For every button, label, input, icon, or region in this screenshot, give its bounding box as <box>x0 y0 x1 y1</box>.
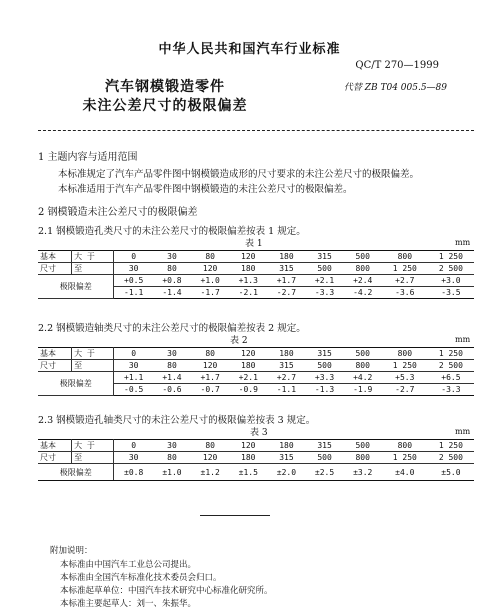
table-cell: 1 250 <box>428 348 474 360</box>
table-cell: -1.1 <box>267 384 305 396</box>
note-line: 本标准由全国汽车标准化技术委员会归口。 <box>60 573 222 583</box>
standard-category-header: 中华人民共和国汽车行业标准 <box>158 42 341 57</box>
table-cell: +4.2 <box>344 372 382 384</box>
table-1 <box>38 250 474 299</box>
table-cell: 1 250 <box>382 263 428 275</box>
table-cell: 80 <box>191 251 229 263</box>
table-cell: +1.1 <box>114 372 153 384</box>
table-cell: ±4.0 <box>382 464 428 481</box>
table-cell: 120 <box>191 360 229 372</box>
label-gt: 大 于 <box>72 440 114 452</box>
table-1-unit: mm <box>455 238 471 247</box>
label-basic: 基本 <box>38 348 72 360</box>
table-cell: 0 <box>114 348 153 360</box>
label-le: 至 <box>72 263 114 275</box>
table-cell: 120 <box>229 251 267 263</box>
table-row <box>38 440 474 452</box>
table-cell: -2.7 <box>382 384 428 396</box>
table-cell: 30 <box>153 251 191 263</box>
label-size: 尺寸 <box>38 263 72 275</box>
table-cell: ±1.0 <box>153 464 191 481</box>
label-gt: 大 于 <box>72 251 114 263</box>
table-row <box>38 348 474 360</box>
table-cell: +1.7 <box>267 275 305 287</box>
table-cell: 1 250 <box>382 452 428 464</box>
label-basic: 基本 <box>38 251 72 263</box>
table-cell: +3.3 <box>305 372 343 384</box>
table-cell: +1.3 <box>229 275 267 287</box>
table-cell: -0.7 <box>191 384 229 396</box>
document-title-line1: 汽车钢模锻造零件 <box>105 79 225 95</box>
table-cell: -1.4 <box>153 287 191 299</box>
table-cell: 180 <box>267 251 305 263</box>
table-cell: +2.1 <box>305 275 343 287</box>
table-cell: -2.7 <box>267 287 305 299</box>
table-cell: -2.1 <box>229 287 267 299</box>
label-gt: 大 于 <box>72 348 114 360</box>
table-cell: ±1.5 <box>229 464 267 481</box>
table-cell: 800 <box>382 348 428 360</box>
table-cell: +6.5 <box>428 372 474 384</box>
table-cell: 80 <box>153 452 191 464</box>
table-cell: +1.4 <box>153 372 191 384</box>
table-cell: 315 <box>267 263 305 275</box>
table-cell: 120 <box>191 452 229 464</box>
table-cell: 80 <box>191 348 229 360</box>
table-cell: 180 <box>267 348 305 360</box>
table-row <box>38 360 474 372</box>
table-cell: +2.7 <box>382 275 428 287</box>
table-cell: 30 <box>114 360 153 372</box>
table-cell: ±1.2 <box>191 464 229 481</box>
clause-2-1: 2.1 钢模锻造孔类尺寸的未注公差尺寸的极限偏差按表 1 规定。 <box>38 226 306 237</box>
table-cell: 180 <box>229 452 267 464</box>
table-cell: 315 <box>267 360 305 372</box>
table-cell: -3.3 <box>428 384 474 396</box>
header-divider <box>38 130 474 131</box>
table-3 <box>38 439 474 481</box>
table-cell: +3.0 <box>428 275 474 287</box>
table-cell: +1.7 <box>191 372 229 384</box>
table-cell: 30 <box>153 348 191 360</box>
table-row <box>38 263 474 275</box>
table-3-caption: 表 3 <box>250 428 268 438</box>
table-cell: ±2.0 <box>267 464 305 481</box>
table-cell: 1 250 <box>382 360 428 372</box>
table-cell: 800 <box>344 263 382 275</box>
label-deviation: 极限偏差 <box>38 372 114 396</box>
table-cell: 315 <box>267 452 305 464</box>
table-cell: 120 <box>229 348 267 360</box>
table-cell: 500 <box>305 360 343 372</box>
note-line: 本标准起草单位：中国汽车技术研究中心标准化研究所。 <box>60 586 273 596</box>
table-row <box>38 251 474 263</box>
notes-title: 附加说明： <box>50 546 93 556</box>
end-rule <box>200 515 270 516</box>
label-deviation: 极限偏差 <box>38 275 114 299</box>
table-cell: -0.9 <box>229 384 267 396</box>
table-cell: 500 <box>344 440 382 452</box>
table-cell: +5.3 <box>382 372 428 384</box>
table-cell: 500 <box>305 452 343 464</box>
table-cell: 500 <box>344 348 382 360</box>
table-cell: 1 250 <box>428 251 474 263</box>
table-cell: 120 <box>191 263 229 275</box>
table-cell: 1 250 <box>428 440 474 452</box>
table-cell: 500 <box>344 251 382 263</box>
section-1-heading: 1 主题内容与适用范围 <box>38 152 138 163</box>
table-cell: -1.1 <box>114 287 153 299</box>
table-cell: 30 <box>114 263 153 275</box>
table-cell: 30 <box>153 440 191 452</box>
label-le: 至 <box>72 452 114 464</box>
table-cell: +2.1 <box>229 372 267 384</box>
table-cell: 315 <box>305 348 343 360</box>
table-cell: -3.5 <box>428 287 474 299</box>
table-cell: 315 <box>305 440 343 452</box>
table-1-caption: 表 1 <box>245 239 263 249</box>
table-cell: 800 <box>344 452 382 464</box>
table-cell: 80 <box>191 440 229 452</box>
clause-2-3: 2.3 钢模锻造孔轴类尺寸的未注公差尺寸的极限偏差按表 3 规定。 <box>38 415 316 426</box>
section-1-paragraph-1: 本标准规定了汽车产品零件图中钢模锻造成形的尺寸要求的未注公差尺寸的极限偏差。 <box>58 169 420 180</box>
document-title-line2: 未注公差尺寸的极限偏差 <box>82 98 248 114</box>
table-cell: 120 <box>229 440 267 452</box>
table-cell: -0.5 <box>114 384 153 396</box>
table-cell: 80 <box>153 360 191 372</box>
table-3-unit: mm <box>455 427 471 436</box>
table-cell: +2.7 <box>267 372 305 384</box>
table-2 <box>38 347 474 396</box>
note-line: 本标准由中国汽车工业总公司提出。 <box>60 560 197 570</box>
replaces-standard: 代替 ZB T04 005.5—89 <box>343 83 447 93</box>
table-cell: +0.5 <box>114 275 153 287</box>
section-1-paragraph-2: 本标准适用于汽车产品零件图中钢模锻造的未注公差尺寸的极限偏差。 <box>58 184 353 195</box>
table-cell: -4.2 <box>344 287 382 299</box>
table-cell: +1.0 <box>191 275 229 287</box>
clause-2-2: 2.2 钢模锻造轴类尺寸的未注公差尺寸的极限偏差按表 2 规定。 <box>38 323 306 334</box>
table-cell: 30 <box>114 452 153 464</box>
note-line: 本标准主要起草人：刘一、朱振华。 <box>60 599 197 609</box>
table-cell: -1.3 <box>305 384 343 396</box>
table-cell: +0.8 <box>153 275 191 287</box>
table-row <box>38 372 474 384</box>
table-row <box>38 275 474 287</box>
table-cell: 0 <box>114 440 153 452</box>
table-cell: -1.7 <box>191 287 229 299</box>
label-le: 至 <box>72 360 114 372</box>
table-cell: 800 <box>382 251 428 263</box>
table-cell: 2 500 <box>428 263 474 275</box>
table-row <box>38 452 474 464</box>
table-cell: +2.4 <box>344 275 382 287</box>
table-cell: 180 <box>229 263 267 275</box>
section-2-heading: 2 钢模锻造未注公差尺寸的极限偏差 <box>38 207 198 218</box>
table-cell: ±2.5 <box>305 464 343 481</box>
table-cell: -0.6 <box>153 384 191 396</box>
table-cell: ±0.8 <box>114 464 153 481</box>
table-cell: ±3.2 <box>344 464 382 481</box>
table-cell: 180 <box>267 440 305 452</box>
table-row <box>38 464 474 481</box>
table-cell: 315 <box>305 251 343 263</box>
table-cell: 80 <box>153 263 191 275</box>
table-cell: -3.6 <box>382 287 428 299</box>
table-cell: -3.3 <box>305 287 343 299</box>
table-cell: 2 500 <box>428 360 474 372</box>
label-basic: 基本 <box>38 440 72 452</box>
table-cell: 800 <box>344 360 382 372</box>
table-cell: 180 <box>229 360 267 372</box>
label-deviation: 极限偏差 <box>38 464 114 481</box>
label-size: 尺寸 <box>38 452 72 464</box>
table-cell: 2 500 <box>428 452 474 464</box>
table-2-unit: mm <box>455 335 471 344</box>
table-cell: 500 <box>305 263 343 275</box>
table-cell: 0 <box>114 251 153 263</box>
table-2-caption: 表 2 <box>230 336 248 346</box>
table-cell: 800 <box>382 440 428 452</box>
label-size: 尺寸 <box>38 360 72 372</box>
standard-number: QC/T 270—1999 <box>355 60 439 71</box>
table-cell: ±5.0 <box>428 464 474 481</box>
table-cell: -1.9 <box>344 384 382 396</box>
